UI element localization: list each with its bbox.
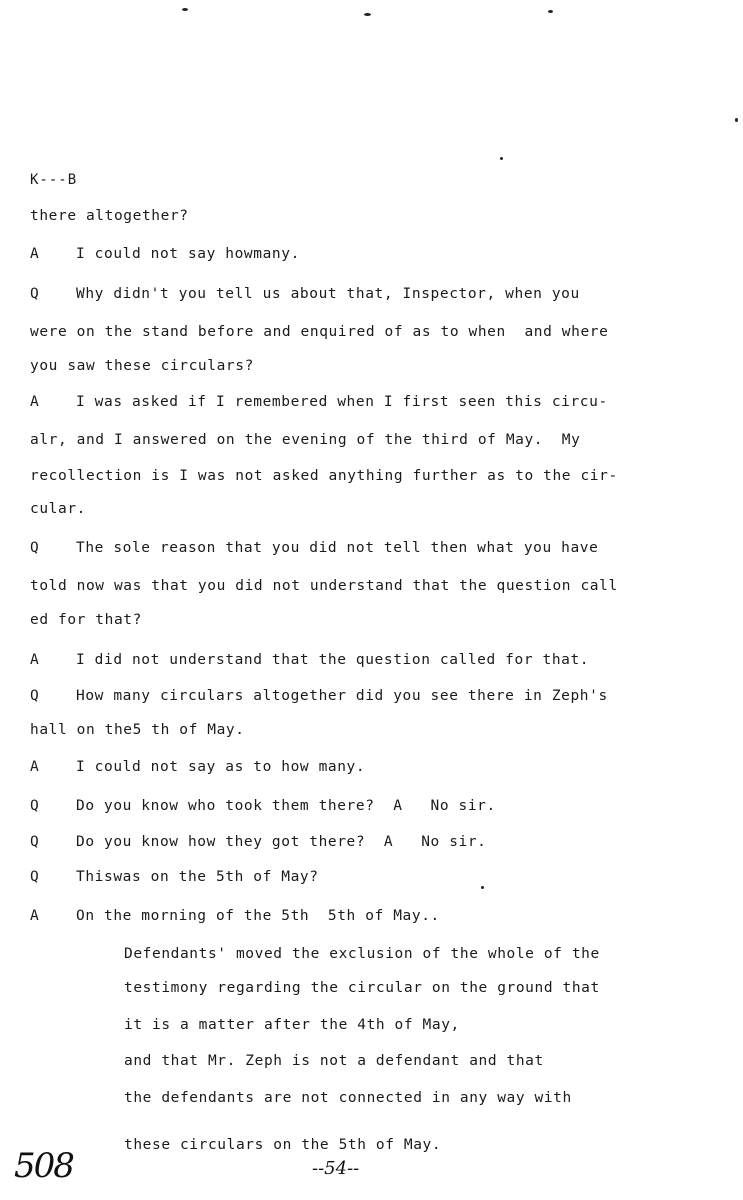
speaker-label: Q — [30, 286, 40, 302]
line-text: told now was that you did not understand that the question call — [30, 578, 618, 594]
scan-speck — [182, 8, 188, 11]
line-text: On the morning of the 5th 5th of May.. — [76, 908, 440, 924]
page-header: K---B — [30, 172, 78, 188]
motion-text: testimony regarding the circular on the ground that — [124, 980, 600, 996]
scan-speck — [548, 10, 553, 13]
speaker-label: A — [30, 652, 40, 668]
line-text: I was asked if I remembered when I first seen this circu- — [76, 394, 608, 410]
speaker-label: A — [30, 246, 40, 262]
line-text: there altogether? — [30, 208, 189, 224]
scan-speck — [500, 157, 503, 160]
motion-text: it is a matter after the 4th of May, — [124, 1017, 460, 1033]
line-text: cular. — [30, 501, 86, 517]
motion-text: Defendants' moved the exclusion of the whole of the — [124, 946, 600, 962]
speaker-label: Q — [30, 834, 40, 850]
speaker-label: A — [30, 759, 40, 775]
line-text: Do you know who took them there? A No sir. — [76, 798, 496, 814]
line-text: The sole reason that you did not tell then what you have — [76, 540, 599, 556]
line-text: Thiswas on the 5th of May? — [76, 869, 319, 885]
line-text: you saw these circulars? — [30, 358, 254, 374]
line-text: Why didn't you tell us about that, Inspector, when you — [76, 286, 580, 302]
scan-speck — [481, 886, 484, 889]
speaker-label: Q — [30, 798, 40, 814]
motion-text: these circulars on the 5th of May. — [124, 1137, 442, 1153]
scan-speck — [364, 13, 371, 16]
speaker-label: A — [30, 908, 40, 924]
scan-speck — [735, 118, 738, 122]
line-text: ed for that? — [30, 612, 142, 628]
speaker-label: A — [30, 394, 40, 410]
line-text: Do you know how they got there? A No sir. — [76, 834, 487, 850]
line-text: recollection is I was not asked anything further as to the cir- — [30, 468, 618, 484]
line-text: I could not say howmany. — [76, 246, 300, 262]
speaker-label: Q — [30, 540, 40, 556]
motion-text: the defendants are not connected in any way with — [124, 1090, 572, 1106]
line-text: were on the stand before and enquired of as to when and where — [30, 324, 609, 340]
speaker-label: Q — [30, 688, 40, 704]
motion-text: and that Mr. Zeph is not a defendant and that — [124, 1053, 544, 1069]
line-text: I could not say as to how many. — [76, 759, 366, 775]
speaker-label: Q — [30, 869, 40, 885]
typed-page-number: --54-- — [312, 1158, 360, 1179]
line-text: I did not understand that the question called for that. — [76, 652, 590, 668]
line-text: How many circulars altogether did you see there in Zeph's — [76, 688, 608, 704]
line-text: alr, and I answered on the evening of the third of May. My — [30, 432, 581, 448]
handwritten-page-number: 508 — [14, 1146, 73, 1186]
line-text: hall on the5 th of May. — [30, 722, 245, 738]
